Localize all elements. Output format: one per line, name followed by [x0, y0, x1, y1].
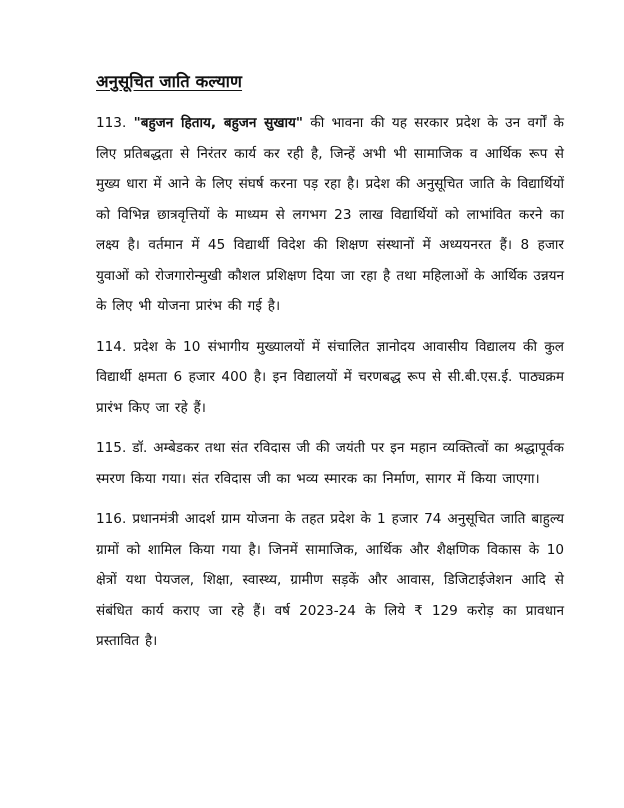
paragraph-number: 115.	[96, 440, 127, 456]
paragraph-text: की भावना की यह सरकार प्रदेश के उन वर्गों के लिए प्रतिबद्धता से निरंतर कार्य कर रही है, जिन्हें अभी भी सामाजिक व आर्थिक रूप से मुख्य धारा में आने के लिए संघर्ष करना पड़ रहा है। प्रदेश की अनुसूचित जाति के विद्यार्थियों को विभिन्न छात्रवृत्तियों के माध्यम से लगभग 23 लाख विद्यार्थियों को लाभांवित करने का लक्ष्य है। वर्तमान में 45 विद्यार्थी विदेश की शिक्षण संस्थानों में अध्ययनरत हैं। 8 हजार युवाओं को रोजगारोन्मुखी कौशल प्रशिक्षण दिया जा रहा है तथा महिलाओं के आर्थिक उन्नयन के लिए भी योजना प्रारंभ की गई है।	[96, 115, 564, 314]
paragraph-number: 114.	[96, 338, 127, 355]
paragraph-text: डॉ. अम्बेडकर तथा संत रविदास जी की जयंती पर इन महान व्यक्तित्वों का श्रद्धापूर्वक स्मरण किया गया। संत रविदास जी का भव्य स्मारक का निर्माण, सागर में किया जाएगा।	[96, 440, 564, 487]
section-heading: अनुसूचित जाति कल्याण	[96, 72, 243, 91]
paragraph-113	[96, 108, 564, 322]
paragraph-number: 113.	[96, 115, 127, 131]
paragraph-text: प्रदेश के 10 संभागीय मुख्यालयों में संचालित ज्ञानोदय आवासीय विद्यालय की कुल विद्यार्थी क्षमता 6 हजार 400 है। इन विद्यालयों में चरणबद्ध रूप से सी.बी.एस.ई. पाठ्यक्रम प्रारंभ किए जा रहे हैं।	[96, 338, 564, 416]
paragraph-116	[96, 504, 564, 657]
paragraph-114	[96, 332, 564, 424]
paragraph-text: प्रधानमंत्री आदर्श ग्राम योजना के तहत प्रदेश के 1 हजार 74 अनुसूचित जाति बाहुल्य ग्रामों को शामिल किया गया है। जिनमें सामाजिक, आर्थिक और शैक्षणिक विकास के 10 क्षेत्रों यथा पेयजल, शिक्षा, स्वास्थ्य, ग्रामीण सड़कें और आवास, डिजिटाईजेशन आदि से संबंधित कार्य कराए जा रहे हैं। वर्ष 2023-24 के लिये ₹ 129 करोड़ का प्रावधान प्रस्तावित है।	[96, 511, 564, 649]
paragraph-115	[96, 433, 564, 494]
paragraph-quote: "बहुजन हिताय, बहुजन सुखाय"	[133, 115, 303, 131]
paragraph-number: 116.	[96, 511, 127, 527]
